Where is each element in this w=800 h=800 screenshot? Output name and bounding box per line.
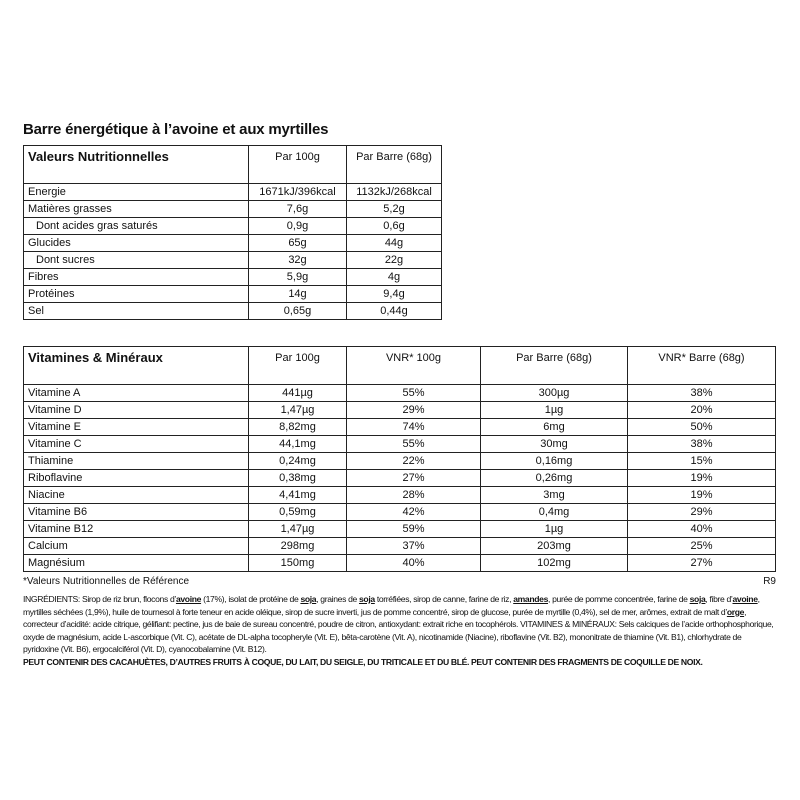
- ingredient-allergen: soja: [358, 594, 375, 604]
- vitamin-per100: 298mg: [249, 538, 347, 555]
- vitamin-perbar: 0,26mg: [481, 470, 628, 487]
- nutrition-row: [24, 184, 442, 201]
- vitamin-label: Vitamine C: [24, 436, 249, 453]
- nutrition-row: [24, 286, 442, 303]
- nutrition-per100: 32g: [249, 252, 347, 269]
- vitamin-perbar: 1µg: [481, 521, 628, 538]
- vitamin-vnr100: 42%: [347, 504, 481, 521]
- nutrition-header-per100: Par 100g: [249, 146, 347, 184]
- vitamin-vnrbar: 38%: [628, 385, 776, 402]
- ingredient-allergen: soja: [689, 594, 706, 604]
- nutrition-per100: 0,65g: [249, 303, 347, 320]
- nutrition-header-label: Valeurs Nutritionnelles: [24, 146, 249, 184]
- nutrition-perbar: 5,2g: [347, 201, 442, 218]
- reference-code: R9: [763, 576, 776, 587]
- vitamin-row: [24, 419, 776, 436]
- nutrition-perbar: 4g: [347, 269, 442, 286]
- vitamin-label: Niacine: [24, 487, 249, 504]
- footnote: *Valeurs Nutritionnelles de Référence: [23, 576, 190, 587]
- ingredient-allergen: soja: [300, 594, 317, 604]
- vitamin-perbar: 300µg: [481, 385, 628, 402]
- vitamin-row: [24, 538, 776, 555]
- nutrition-table: [23, 145, 442, 320]
- ingredient-allergen: orge: [726, 606, 745, 617]
- vitamins-header-per100: Par 100g: [249, 347, 347, 385]
- vitamin-per100: 0,24mg: [249, 453, 347, 470]
- vitamin-vnr100: 55%: [347, 385, 481, 402]
- vitamin-per100: 0,38mg: [249, 470, 347, 487]
- vitamin-label: Vitamine B12: [24, 521, 249, 538]
- vitamin-perbar: 0,4mg: [481, 504, 628, 521]
- nutrition-per100: 14g: [249, 286, 347, 303]
- ingredients-block: [23, 593, 775, 668]
- vitamin-perbar: 102mg: [481, 555, 628, 572]
- ingredient-segment: INGRÉDIENTS: Sirop de riz brun, flocons d’: [23, 594, 176, 604]
- vitamin-vnr100: 55%: [347, 436, 481, 453]
- vitamin-row: [24, 470, 776, 487]
- ingredient-segment: torréfiées, sirop de canne, farine de riz,: [374, 594, 514, 604]
- nutrition-header-perbar: Par Barre (68g): [347, 146, 442, 184]
- nutrition-row: [24, 303, 442, 320]
- vitamins-header-vnr100: VNR* 100g: [347, 347, 481, 385]
- vitamin-vnr100: 37%: [347, 538, 481, 555]
- nutrition-header-row: [24, 146, 442, 184]
- vitamin-row: [24, 402, 776, 419]
- ingredients-text: [23, 594, 773, 654]
- ingredient-segment: , correcteur d’acidité: acide citrique, gélifiant: pectine, jus de baie de sureau concentré, poudre de citron, antioxydant: extrait riche en tocophérols. VITAMINES & MINÉRAUX: Sels calciques de l’acide orthophosphorique, oxyde de magnésium, acide L-ascorbique (Vit. C), acétate de DL-alpha tocopheryle (Vit. E), bêta-carotène (Vit. A), nicotinamide (Niacine), riboflavine (Vit. B2), mononitrate de thiamine (Vit. B1), chlorhydrate de pyridoxine (Vit. B6), ergocalciférol (Vit. D), cyanocobalamine (Vit. B12).: [23, 606, 774, 654]
- ingredient-segment: , fibre d’: [705, 594, 733, 604]
- vitamin-row: [24, 453, 776, 470]
- vitamin-vnr100: 22%: [347, 453, 481, 470]
- nutrition-label: Protéines: [24, 286, 249, 303]
- vitamins-header-row: [24, 347, 776, 385]
- vitamin-per100: 0,59mg: [249, 504, 347, 521]
- product-title: Barre énergétique à l’avoine et aux myrtilles: [23, 121, 329, 138]
- vitamin-label: Vitamine B6: [24, 504, 249, 521]
- vitamin-label: Vitamine A: [24, 385, 249, 402]
- vitamin-vnrbar: 40%: [628, 521, 776, 538]
- vitamin-vnrbar: 50%: [628, 419, 776, 436]
- vitamins-header-perbar: Par Barre (68g): [481, 347, 628, 385]
- nutrition-label: Dont sucres: [24, 252, 249, 269]
- nutrition-perbar: 0,6g: [347, 218, 442, 235]
- vitamins-header-label: Vitamines & Minéraux: [24, 347, 249, 385]
- vitamin-per100: 4,41mg: [249, 487, 347, 504]
- vitamin-perbar: 30mg: [481, 436, 628, 453]
- nutrition-row: [24, 218, 442, 235]
- vitamin-row: [24, 385, 776, 402]
- vitamin-vnr100: 59%: [347, 521, 481, 538]
- ingredient-segment: (17%), isolat de protéine de: [201, 594, 301, 604]
- vitamin-vnrbar: 19%: [628, 487, 776, 504]
- vitamin-vnr100: 28%: [347, 487, 481, 504]
- vitamin-row: [24, 487, 776, 504]
- vitamin-label: Riboflavine: [24, 470, 249, 487]
- nutrition-label: Glucides: [24, 235, 249, 252]
- nutrition-per100: 1671kJ/396kcal: [249, 184, 347, 201]
- nutrition-perbar: 44g: [347, 235, 442, 252]
- vitamin-perbar: 3mg: [481, 487, 628, 504]
- nutrition-per100: 0,9g: [249, 218, 347, 235]
- vitamin-per100: 8,82mg: [249, 419, 347, 436]
- vitamin-row: [24, 436, 776, 453]
- vitamin-row: [24, 504, 776, 521]
- vitamin-vnrbar: 15%: [628, 453, 776, 470]
- vitamin-vnr100: 74%: [347, 419, 481, 436]
- nutrition-label: Energie: [24, 184, 249, 201]
- vitamin-vnr100: 27%: [347, 470, 481, 487]
- vitamin-per100: 150mg: [249, 555, 347, 572]
- vitamin-vnrbar: 19%: [628, 470, 776, 487]
- vitamin-vnrbar: 27%: [628, 555, 776, 572]
- nutrition-per100: 65g: [249, 235, 347, 252]
- vitamin-per100: 441µg: [249, 385, 347, 402]
- vitamin-vnrbar: 38%: [628, 436, 776, 453]
- nutrition-perbar: 1132kJ/268kcal: [347, 184, 442, 201]
- vitamin-perbar: 0,16mg: [481, 453, 628, 470]
- vitamins-header-vnrbar: VNR* Barre (68g): [628, 347, 776, 385]
- vitamin-row: [24, 555, 776, 572]
- nutrition-row: [24, 252, 442, 269]
- vitamins-table: [23, 346, 776, 572]
- nutrition-perbar: 0,44g: [347, 303, 442, 320]
- vitamin-label: Vitamine D: [24, 402, 249, 419]
- ingredient-allergen: avoine: [732, 594, 758, 604]
- vitamin-vnrbar: 20%: [628, 402, 776, 419]
- vitamin-label: Thiamine: [24, 453, 249, 470]
- nutrition-label: Fibres: [24, 269, 249, 286]
- ingredient-allergen: amandes: [513, 594, 549, 604]
- vitamin-vnrbar: 29%: [628, 504, 776, 521]
- vitamin-label: Magnésium: [24, 555, 249, 572]
- nutrition-label: Sel: [24, 303, 249, 320]
- nutrition-row: [24, 269, 442, 286]
- ingredient-segment: , myrtilles séchées (1,9%), huile de tournesol à forte teneur en acide oléique, sirop de sucre inverti, jus de pomme concentré, sirop de glucose, purée de myrtille (0,4%), sel de mer, arômes, extrait de malt d’: [23, 594, 760, 617]
- vitamin-perbar: 203mg: [481, 538, 628, 555]
- nutrition-row: [24, 235, 442, 252]
- vitamin-perbar: 6mg: [481, 419, 628, 436]
- vitamin-vnrbar: 25%: [628, 538, 776, 555]
- vitamin-per100: 1,47µg: [249, 402, 347, 419]
- nutrition-label: Matières grasses: [24, 201, 249, 218]
- ingredient-segment: , purée de pomme concentrée, farine de: [548, 594, 690, 604]
- nutrition-row: [24, 201, 442, 218]
- vitamin-perbar: 1µg: [481, 402, 628, 419]
- ingredient-allergen: avoine: [175, 594, 202, 604]
- nutrition-perbar: 9,4g: [347, 286, 442, 303]
- vitamin-per100: 44,1mg: [249, 436, 347, 453]
- vitamin-label: Vitamine E: [24, 419, 249, 436]
- vitamin-vnr100: 29%: [347, 402, 481, 419]
- vitamin-per100: 1,47µg: [249, 521, 347, 538]
- nutrition-per100: 7,6g: [249, 201, 347, 218]
- vitamin-vnr100: 40%: [347, 555, 481, 572]
- nutrition-per100: 5,9g: [249, 269, 347, 286]
- vitamin-row: [24, 521, 776, 538]
- vitamin-label: Calcium: [24, 538, 249, 555]
- allergen-warning: PEUT CONTENIR DES CACAHUÈTES, D’AUTRES FRUITS À COQUE, DU LAIT, DU SEIGLE, DU TRITICALE ET DU BLÉ. PEUT CONTENIR DES FRAGMENTS DE COQUILLE DE NOIX.: [23, 656, 703, 667]
- ingredient-segment: , graines de: [316, 594, 359, 604]
- nutrition-perbar: 22g: [347, 252, 442, 269]
- nutrition-label: Dont acides gras saturés: [24, 218, 249, 235]
